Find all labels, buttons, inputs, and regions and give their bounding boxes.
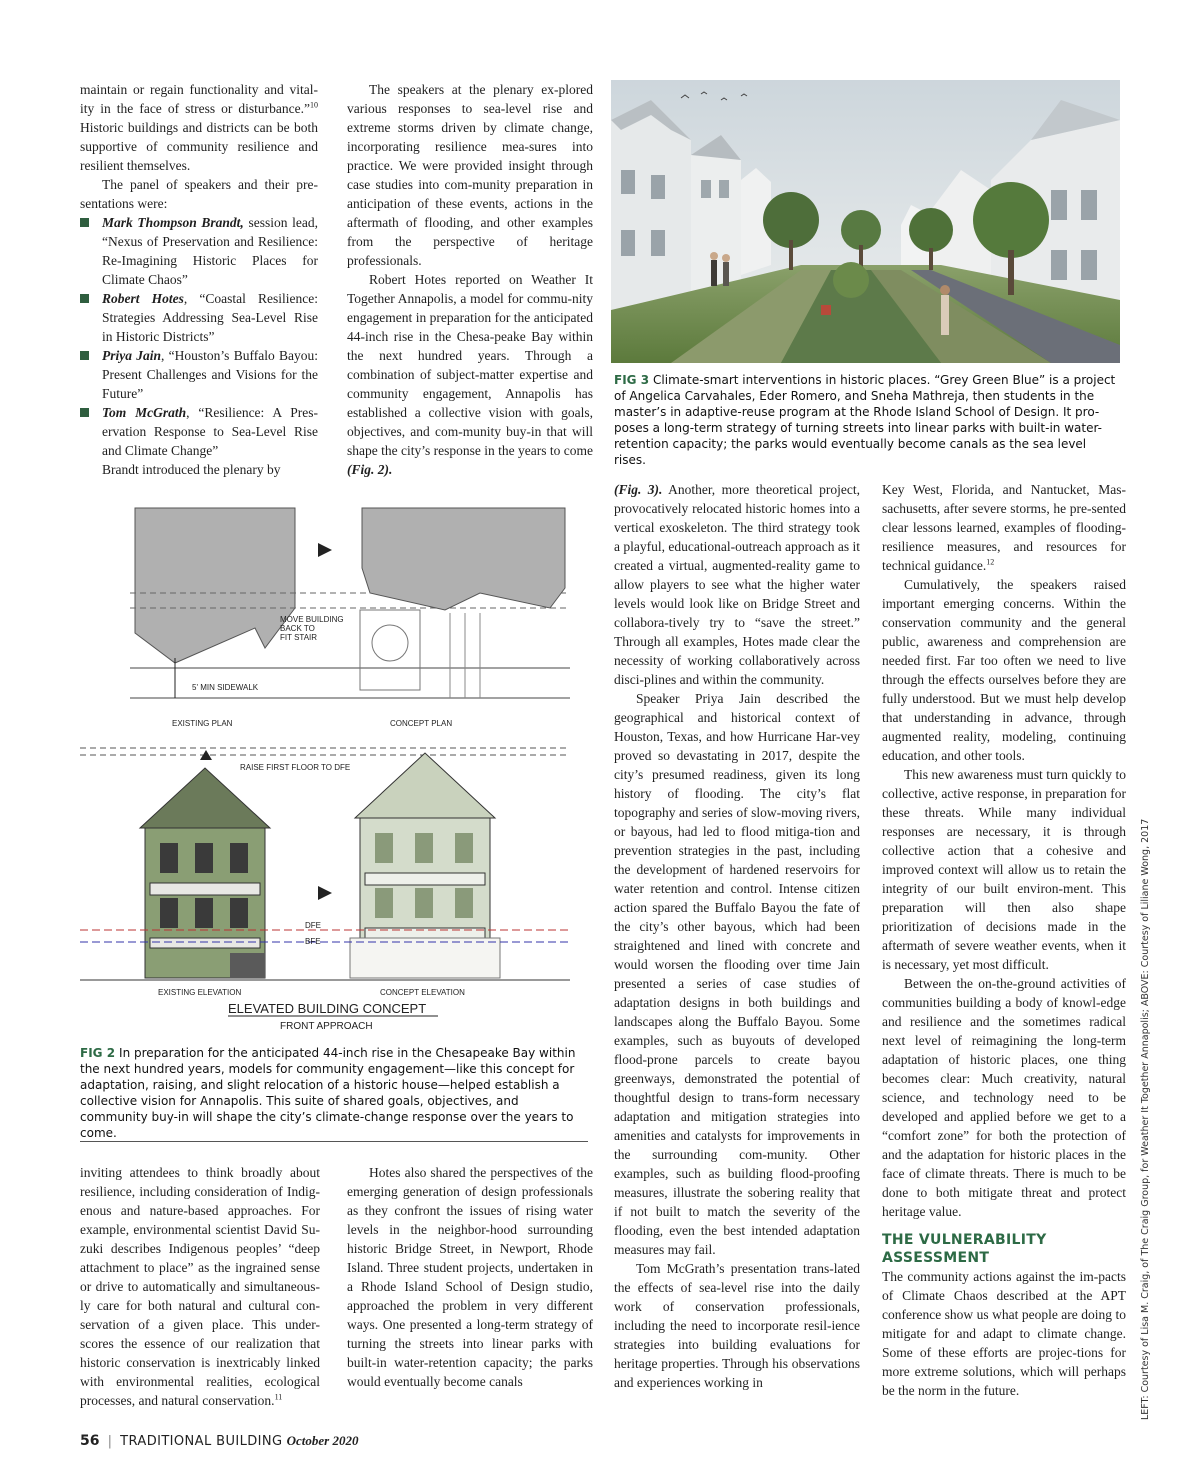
paragraph: The panel of speakers and their pre-sentations were: <box>80 177 318 211</box>
bfe-label: BFE <box>305 937 321 946</box>
footnote-ref: 11 <box>274 1392 283 1402</box>
section-heading: THE VULNERABILITY ASSESSMENT <box>882 1232 1047 1266</box>
list-item: Priya Jain, “Houston’s Buffalo Bayou: Present Challenges and Visions for the Future” <box>80 346 318 403</box>
column-1-bottom <box>80 1163 320 1410</box>
footnote-ref: 12 <box>986 557 995 567</box>
publication-name: TRADITIONAL BUILDING <box>120 1434 283 1449</box>
column-2-top <box>347 80 593 479</box>
speaker-list <box>80 213 318 460</box>
fig2-diagram <box>80 498 590 1038</box>
concept-plan-label: CONCEPT PLAN <box>390 719 453 728</box>
photo-credit: LEFT: Courtesy of Lisa M. Craig, of The Craig Group, for Weather It Together Annapolis; ABOVE: Courtesy of Liliane Wong, 2017 <box>1140 818 1151 1420</box>
fig3-image <box>611 80 1120 363</box>
paragraph: inviting attendees to think broadly about resilience, including consideration of Indig-enous and nature-based approaches. For example, environmental scientist David Su-zuki describes Indigenous peoples’ “deep attachment to place” as the ingrained sense or drive to automatically and simultaneous-ly care for both natural and cultural con-servation of a given place. This under-scores the essence of our realization that historic conservation is inextricably linked with environmental realities, ecological processes, and natural conservation.$^{11}$ <box>80 1165 320 1408</box>
column-4 <box>882 480 1126 1400</box>
caption-divider <box>80 1141 588 1142</box>
column-2-bottom <box>347 1163 593 1391</box>
concept-elevation-label: CONCEPT ELEVATION <box>380 988 465 997</box>
sidewalk-label: 5' MIN SIDEWALK <box>192 683 259 692</box>
bullet-square-icon <box>80 218 89 227</box>
footer-separator: | <box>107 1434 113 1449</box>
existing-plan-label: EXISTING PLAN <box>172 719 233 728</box>
paragraph: Between the on-the-ground activities of communities building a body of knowl-edge and resilience and the sometimes radical next level of reimagining the long-term adaptation of historic places, one thing becomes clear: Much creativity, natural science, and technology need to be developed and applied before we get to a “comfort zone” for both the protection of and the adaptation for historic places in the face of climate threats. There is much to be done to both mitigate threat and protect heritage value. <box>882 976 1126 1219</box>
street-park-rendering <box>611 80 1120 363</box>
move-building-label: MOVE BUILDING <box>280 615 344 624</box>
diagram-subtitle: FRONT APPROACH <box>280 1021 373 1032</box>
issue-date: October 2020 <box>286 1433 359 1448</box>
paragraph: This new awareness must turn quickly to collective, active response, in preparation for these threats. While many individual responses are necessary, it is through collective action that a cohesive and improved context will allow us to retain the integrity of our built environ-ment. This preparation will then also shape prioritization of decisions made in the aftermath of severe weather events, when it is necessary, yet most difficult. <box>882 767 1126 972</box>
list-item: Robert Hotes, “Coastal Resilience: Strategies Addressing Sea-Level Rise in Historic Districts” <box>80 289 318 346</box>
paragraph: Key West, Florida, and Nantucket, Mas-sachusetts, after severe storms, he pre-sented clear lessons learned, examples of flooding-resilience measures, and resources for technical guidance.$^{12}$ <box>882 482 1126 573</box>
figure-ref: (Fig. 3). <box>614 482 663 497</box>
diagram-title: ELEVATED BUILDING CONCEPT <box>228 1001 427 1016</box>
paragraph: maintain or regain functionality and vital-ity in the face of stress or disturbance.”$^{10}$ Historic buildings and districts can be both supportive of community resilience and resilient themselves. <box>80 82 318 173</box>
paragraph: Speaker Priya Jain described the geographical and historical context of Houston, Texas, and how Hurricane Har-vey proved so devastating in 2017, despite the city’s presumed readiness, given its long history of flooding. The city’s flat topography and series of slow-moving rivers, or bayous, had led to flood mitiga-tion and prevention strategies in the past, including the development of hardened reservoirs for water retention and control. Intense citizen action spared the Buffalo Bayou the fate of the city’s other bayous, which had been straightened and lined with concrete and would worsen the flooding over time Jain presented a series of case studies of adaptation designs in both buildings and landscapes along the Buffalo Bayou. Some examples, such as buyouts of developed flood-prone parcels to create bayou greenways, demonstrated the potential of thoughtful design to trans-form necessary adaptation and mitigation strategies into amenities and catalysts for improvements in the surrounding com-munity. Other examples, such as building flood-proofing measures, illustrate the sobering reality that if not built to match the severity of the flooding, even the best intended adaptation measures may fail. <box>614 691 860 1257</box>
figure-ref: (Fig. 2). <box>347 462 393 477</box>
page-number: 56 <box>80 1433 100 1449</box>
figure-label: FIG 3 <box>614 373 650 387</box>
footnote-ref: 10 <box>310 100 318 110</box>
bullet-square-icon <box>80 294 89 303</box>
raise-floor-label: RAISE FIRST FLOOR TO DFE <box>240 763 351 772</box>
bullet-square-icon <box>80 408 89 417</box>
list-item: Tom McGrath, “Resilience: A Pres-ervation Response to Sea-Level Rise and Climate Change” <box>80 403 318 460</box>
column-1-top <box>80 80 318 479</box>
move-building-label: BACK TO <box>280 624 315 633</box>
figure-label: FIG 2 <box>80 1046 116 1060</box>
list-item: Mark Thompson Brandt, session lead, “Nexus of Preservation and Resilience: Re-Imagining Historic Places for Climate Chaos” <box>80 213 318 289</box>
elevated-building-concept-drawing <box>80 498 590 1038</box>
fig2-caption: FIG 2 In preparation for the anticipated 44-inch rise in the Chesapeake Bay within the next hundred years, models for community engagement—like this concept for adaptation, raising, and slight relocation of a historic house—helped establish a collective vision for Annapolis. This suite of shared goals, objectives, and community buy-in will shape the city’s climate-change response over the years to come. <box>80 1046 576 1140</box>
existing-elevation-label: EXISTING ELEVATION <box>158 988 242 997</box>
dfe-label: DFE <box>305 921 321 930</box>
paragraph: Robert Hotes reported on Weather It Together Annapolis, a model for commu-nity engagement in preparation for the anticipated 44-inch rise in the Chesa-peake Bay within the next hundred years. Through a combination of subject-matter expertise and community engagement, Annapolis has established a collective vision with goals, objectives, and com-munity buy-in that will shape the city’s response in the years to come (Fig. 2). <box>347 272 593 477</box>
bullet-square-icon <box>80 351 89 360</box>
paragraph: (Fig. 3). Another, more theoretical project, provocatively relocated historic homes into a vertical exoskeleton. The third strategy took a playful, educational-outreach approach as it created a virtual, augmented-reality game to allow players to see what the higher water levels would look like on Bridge Street and collabora-tively try to “save the street.” Through all examples, Hotes made clear the necessity of working collaboratively across disci-plines and within the community. <box>614 482 860 687</box>
paragraph: The community actions against the im-pacts of Climate Chaos described at the APT conference show us what people are doing to mitigate for and adapt to climate change. Some of these efforts are projec-tions for more extreme solutions, which will perhaps be the norm in the future. <box>882 1269 1126 1398</box>
page-footer <box>80 1433 359 1449</box>
paragraph: Brandt introduced the plenary by <box>102 462 281 477</box>
paragraph: Tom McGrath’s presentation trans-lated the effects of sea-level rise into the daily work of conservation professionals, including the need to incorporate resil-ience strategies into building evaluations for heritage properties. Through his observations and experiences working in <box>614 1261 860 1390</box>
fig3-caption: FIG 3 Climate-smart interventions in historic places. “Grey Green Blue” is a project of Angelica Carvahales, Eder Romero, and Sneha Mathreja, then students in the master’s in adaptive-reuse program at the Rhode Island School of Design. It pro-poses a long-term strategy of turning streets into linear parks with built-in water-retention capacity; the parks would eventually become canals as the sea level rises. <box>614 373 1116 467</box>
column-3 <box>614 480 860 1392</box>
paragraph: The speakers at the plenary ex-plored various responses to sea-level rise and extreme storms driven by climate change, incorporating resilience mea-sures into practice. We were provided insight through case studies into com-munity preparation in anticipation of these events, actions in the aftermath of flooding, and other examples from the perspective of heritage professionals. <box>347 82 593 268</box>
paragraph: Cumulatively, the speakers raised important emerging concerns. Within the conservation community and the general public, awareness and comprehension are needed first. Far too often we need to live through the effects ourselves before they are fully understood. But we must help develop that understanding in advance, through augmented reality, modeling, continuing education, and other tools. <box>882 577 1126 763</box>
move-building-label: FIT STAIR <box>280 633 318 642</box>
paragraph: Hotes also shared the perspectives of the emerging generation of design professionals as they confront the issues of rising water levels in the neighbor-hood surrounding historic Bridge Street, in Newport, Rhode Island. Three student projects, undertaken in a Rhode Island School of Design studio, approached the problem in very different ways. One presented a long-term strategy of turning the streets into linear parks with built-in water-retention capacity; the parks would eventually become canals <box>347 1165 593 1389</box>
